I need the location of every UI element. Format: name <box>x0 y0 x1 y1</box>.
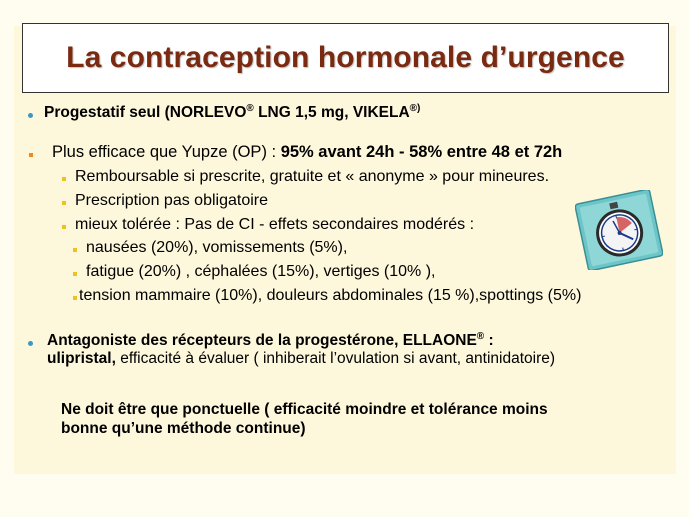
item-progestatif-sup1: ® <box>246 103 254 114</box>
stopwatch-icon <box>575 190 663 270</box>
item-progestatif-sup2: ®) <box>409 103 421 114</box>
bullet-icon <box>62 201 66 205</box>
note-line-2: bonne qu’une méthode continue) <box>61 420 306 437</box>
subsub-item-tension: tension mammaire (10%), douleurs abdominales (15 %),spottings (5%) <box>79 287 582 304</box>
item-antagoniste-bold: Antagoniste des récepteurs de la progestérone, ELLAONE <box>47 332 477 350</box>
item-antagoniste <box>47 331 494 350</box>
bullet-icon <box>28 341 33 346</box>
item-progestatif-text: Progestatif seul (NORLEVO <box>44 104 247 122</box>
bullet-icon <box>73 296 77 300</box>
bullet-icon <box>29 153 33 157</box>
sub-item-prescription: Prescription pas obligatoire <box>75 192 268 209</box>
subsub-item-fatigue: fatigue (20%) , céphalées (15%), vertiges (10% ), <box>86 263 436 280</box>
sub-item-remboursable: Remboursable si prescrite, gratuite et « anonyme » pour mineures. <box>75 168 550 185</box>
subsub-item-nausees: nausées (20%), vomissements (5%), <box>86 239 348 256</box>
title-box <box>22 23 669 93</box>
item-ulipristal <box>47 350 555 368</box>
bullet-icon <box>28 113 33 118</box>
page-title: La contraception hormonale d’urgence <box>66 41 625 74</box>
item-progestatif <box>44 103 420 122</box>
item-efficacite <box>52 143 562 162</box>
bullet-icon <box>62 177 66 181</box>
sub-item-toleree: mieux tolérée : Pas de CI - effets secondaires modérés : <box>75 216 475 233</box>
bullet-icon <box>73 272 77 276</box>
bullet-icon <box>62 225 66 229</box>
item-antagoniste-sup: ® <box>476 331 485 342</box>
item-efficacite-normal: Plus efficace que Yupze (OP) : <box>52 143 281 161</box>
item-antagoniste-end: : <box>484 332 494 350</box>
note-line-1: Ne doit être que ponctuelle ( efficacité moindre et tolérance moins <box>61 401 548 418</box>
item-efficacite-bold: 95% avant 24h - 58% entre 48 et 72h <box>280 143 563 161</box>
bullet-icon <box>73 248 77 252</box>
item-ulipristal-bold: ulipristal, <box>47 350 116 367</box>
item-progestatif-mid: LNG 1,5 mg, VIKELA <box>253 104 410 122</box>
item-ulipristal-normal: efficacité à évaluer ( inhiberait l’ovulation si avant, antinidatoire) <box>115 350 556 367</box>
